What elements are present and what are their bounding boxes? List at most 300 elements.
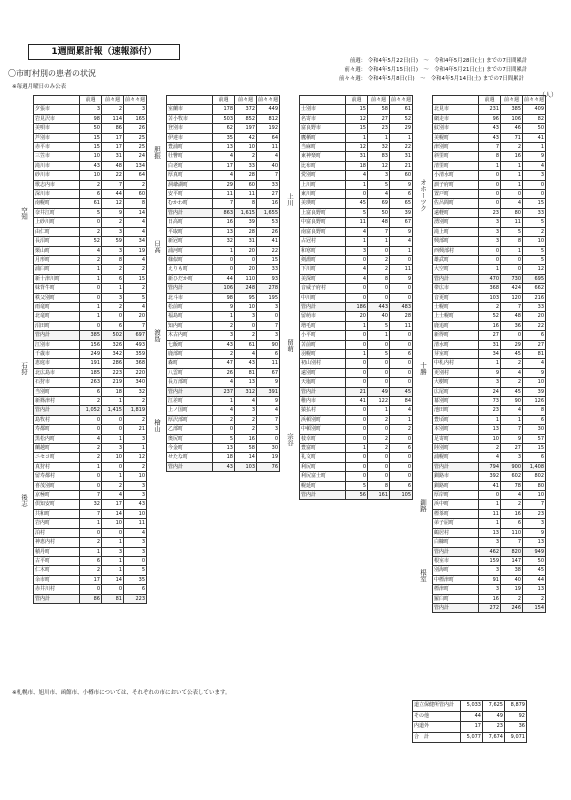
case-count: 0 [479, 171, 501, 180]
table-row [300, 462, 413, 471]
municipality-name: 置戸町 [433, 190, 479, 199]
municipality-name: 奈井江町 [34, 208, 80, 217]
case-count: 106 [501, 114, 523, 123]
table-row [34, 462, 147, 471]
municipality-name: 泊村 [34, 528, 80, 537]
subtotal-count: 86 [80, 594, 102, 603]
municipality-name: 積丹町 [34, 547, 80, 556]
subtotal-count: 237 [213, 387, 235, 396]
case-count: 26 [124, 124, 147, 133]
case-count: 3 [346, 246, 368, 255]
municipality-name: 浜中町 [433, 500, 479, 509]
case-count: 2 [501, 500, 523, 509]
municipality-name: 当麻町 [300, 143, 346, 152]
municipality-name: 南富良野町 [300, 227, 346, 236]
case-count: 43 [80, 161, 102, 170]
subtotal-label: 管内計 [34, 594, 80, 603]
case-count: 503 [213, 114, 235, 123]
subtotal-count: 21 [346, 387, 368, 396]
case-count: 64 [124, 171, 147, 180]
subtotal-count: 1,415 [102, 406, 124, 415]
municipality-name: 大空町 [433, 265, 479, 274]
table-row [433, 387, 546, 396]
case-count: 48 [102, 161, 124, 170]
case-count: 9 [501, 434, 523, 443]
table-row [300, 481, 413, 490]
table-row [300, 415, 413, 424]
table-row [300, 378, 413, 387]
case-count: 43 [213, 340, 235, 349]
municipality-name: 遠別町 [300, 368, 346, 377]
case-count: 223 [102, 368, 124, 377]
case-count: 11 [124, 519, 147, 528]
case-count: 219 [102, 378, 124, 387]
municipality-name: 帯広市 [433, 284, 479, 293]
table-row [34, 415, 147, 424]
table-row [300, 190, 413, 199]
table-row [167, 218, 280, 227]
case-count: 1 [102, 556, 124, 565]
case-count: 12 [346, 143, 368, 152]
case-count: 10 [80, 152, 102, 161]
table-row [433, 519, 546, 528]
table-row [167, 246, 280, 255]
region-label: 日高 [153, 240, 161, 254]
case-count: 0 [80, 218, 102, 227]
case-count: 4 [346, 227, 368, 236]
unit-label: （人） [539, 92, 558, 99]
case-count: 4 [501, 491, 523, 500]
case-count: 80 [523, 481, 546, 490]
case-count: 5 [346, 481, 368, 490]
table-row [34, 293, 147, 302]
case-count: 385 [501, 105, 523, 114]
table-row [300, 312, 413, 321]
table-row [433, 190, 546, 199]
municipality-name: 奥尻町 [167, 434, 213, 443]
case-count: 0 [102, 312, 124, 321]
municipality-name: 当別町 [34, 387, 80, 396]
table-row [34, 491, 147, 500]
table-row [167, 152, 280, 161]
table-row [433, 566, 546, 575]
municipality-name: 上砂川町 [34, 218, 80, 227]
table-row [433, 406, 546, 415]
table-row [34, 208, 147, 217]
subtotal-count: 470 [479, 274, 501, 283]
case-count: 3 [102, 547, 124, 556]
case-count: 1 [501, 171, 523, 180]
table-row [300, 143, 413, 152]
subtotal-count: 106 [213, 284, 235, 293]
case-count: 26 [213, 368, 235, 377]
subtotal-count: 154 [523, 603, 546, 612]
summary-count: 92 [505, 711, 527, 722]
summary-row [413, 701, 527, 712]
subtotal-label: 管内計 [167, 387, 213, 396]
municipality-name: 幌延町 [300, 481, 346, 490]
municipality-name: 鷹栖町 [300, 133, 346, 142]
case-count: 16 [479, 594, 501, 603]
region-label: 渡島 [153, 329, 161, 343]
municipality-name: 釧路市 [433, 472, 479, 481]
table-row [433, 538, 546, 547]
municipality-name: 厚岸町 [433, 491, 479, 500]
case-count: 35 [213, 133, 235, 142]
case-count: 9 [390, 180, 413, 189]
case-count: 1 [390, 246, 413, 255]
section-subtitle: 〇市町村別の患者の状況 [8, 69, 96, 78]
summary-row [413, 722, 527, 733]
case-count: 61 [390, 105, 413, 114]
case-count: 6 [390, 444, 413, 453]
subtotal-count: 483 [390, 302, 413, 311]
table-row [300, 227, 413, 236]
case-count: 0 [523, 190, 546, 199]
case-count: 60 [390, 171, 413, 180]
subtotal-row [433, 274, 546, 283]
case-count: 30 [523, 425, 546, 434]
subtotal-label: 管内計 [34, 406, 80, 415]
case-count: 0 [346, 255, 368, 264]
table-row [433, 331, 546, 340]
table-row [167, 378, 280, 387]
table-row [34, 237, 147, 246]
case-count: 28 [235, 227, 257, 236]
case-count: 11 [501, 218, 523, 227]
column-header: 前々週 [102, 96, 124, 105]
municipality-name: 栗山町 [34, 246, 80, 255]
case-count: 9 [523, 152, 546, 161]
case-count: 73 [479, 397, 501, 406]
subtotal-count: 1,615 [235, 208, 257, 217]
table-row [300, 368, 413, 377]
summary-label: 道立保健所管内計 [413, 701, 461, 712]
case-count: 2 [102, 302, 124, 311]
case-count: 3 [479, 566, 501, 575]
case-count: 52 [80, 237, 102, 246]
municipality-name: 下川町 [300, 265, 346, 274]
table-row [433, 349, 546, 358]
subtotal-count: 76 [257, 462, 280, 471]
case-count: 41 [346, 397, 368, 406]
subtotal-count: 695 [523, 274, 546, 283]
case-count: 80 [501, 208, 523, 217]
header-blank [167, 96, 213, 105]
table-row [300, 425, 413, 434]
region-label: 上川 [286, 193, 294, 207]
case-count: 46 [501, 124, 523, 133]
case-count: 45 [501, 349, 523, 358]
table-row [167, 161, 280, 170]
table-row [433, 491, 546, 500]
case-count: 2 [124, 265, 147, 274]
case-count: 31 [235, 237, 257, 246]
municipality-name: 倶知安町 [34, 500, 80, 509]
case-count: 16 [235, 434, 257, 443]
table-row [34, 359, 147, 368]
case-count: 0 [102, 528, 124, 537]
case-count: 263 [80, 378, 102, 387]
case-count: 45 [346, 199, 368, 208]
case-count: 65 [390, 199, 413, 208]
case-count: 8 [235, 199, 257, 208]
municipality-name: 千歳市 [34, 349, 80, 358]
case-count: 22 [390, 143, 413, 152]
table-row [167, 321, 280, 330]
case-count: 8 [124, 199, 147, 208]
table-row [34, 124, 147, 133]
case-count: 0 [80, 293, 102, 302]
municipality-name: 浦臼町 [34, 265, 80, 274]
case-count: 409 [523, 105, 546, 114]
case-count: 4 [235, 397, 257, 406]
period-text: 令和4年5月22日(日) ～ 令和4年5月28日(土) までの7日間累計 [367, 58, 528, 64]
case-count: 1 [501, 180, 523, 189]
table-row [34, 152, 147, 161]
table-row [433, 359, 546, 368]
case-count: 3 [102, 293, 124, 302]
table-row [433, 312, 546, 321]
case-count: 32 [368, 143, 390, 152]
case-count: 392 [479, 472, 501, 481]
table-row [433, 227, 546, 236]
case-count: 602 [501, 472, 523, 481]
case-count: 52 [479, 312, 501, 321]
case-count: 95 [235, 293, 257, 302]
case-count: 43 [479, 133, 501, 142]
table-row [433, 293, 546, 302]
case-count: 0 [346, 406, 368, 415]
case-count: 449 [257, 105, 280, 114]
case-count: 14 [235, 453, 257, 462]
municipality-name: 浜頓別町 [300, 415, 346, 424]
municipality-name: 森町 [167, 359, 213, 368]
summary-count: 23 [483, 722, 505, 733]
municipality-name: 中標津町 [433, 575, 479, 584]
municipality-name: 豊富町 [300, 444, 346, 453]
municipality-name: 月形町 [34, 255, 80, 264]
municipality-name: 羅臼町 [433, 594, 479, 603]
table-row [433, 321, 546, 330]
case-count: 67 [257, 368, 280, 377]
case-count: 2 [235, 152, 257, 161]
municipality-name: 厚沢部町 [167, 415, 213, 424]
case-count: 0 [390, 284, 413, 293]
case-count: 11 [257, 143, 280, 152]
case-count: 1 [346, 133, 368, 142]
case-count: 7 [479, 143, 501, 152]
table-row [433, 218, 546, 227]
municipality-name: 豊頃町 [433, 415, 479, 424]
case-count: 4 [390, 406, 413, 415]
table-row [167, 124, 280, 133]
case-count: 6 [390, 481, 413, 490]
table-row [34, 547, 147, 556]
case-count: 5 [523, 218, 546, 227]
table-row [167, 227, 280, 236]
case-count: 2 [80, 227, 102, 236]
table-row [300, 397, 413, 406]
case-count: 4 [501, 199, 523, 208]
case-count: 8 [479, 152, 501, 161]
case-count: 0 [501, 255, 523, 264]
case-count: 2 [479, 302, 501, 311]
case-count: 1 [124, 444, 147, 453]
municipality-name: 砂川市 [34, 171, 80, 180]
case-count: 0 [368, 378, 390, 387]
region-label: 留萌 [286, 338, 294, 352]
municipality-name: 豊浦町 [167, 143, 213, 152]
municipality-name: 中川町 [300, 293, 346, 302]
case-count: 9 [257, 378, 280, 387]
municipality-name: 黒松内町 [34, 434, 80, 443]
case-count: 13 [235, 378, 257, 387]
case-count: 0 [102, 462, 124, 471]
case-count: 22 [257, 246, 280, 255]
case-count: 29 [213, 180, 235, 189]
summary-count: 5,077 [461, 732, 483, 743]
table-row [300, 133, 413, 142]
case-count: 23 [368, 124, 390, 133]
table-row [433, 425, 546, 434]
region-label: 十勝 [419, 362, 427, 376]
subtotal-row [433, 547, 546, 556]
case-count: 3 [80, 105, 102, 114]
case-count: 0 [390, 340, 413, 349]
table-row [300, 293, 413, 302]
case-count: 53 [257, 218, 280, 227]
case-count: 50 [80, 124, 102, 133]
case-count: 10 [235, 143, 257, 152]
municipality-name: 木古内町 [167, 331, 213, 340]
case-count: 802 [523, 472, 546, 481]
municipality-name: 湧別町 [433, 218, 479, 227]
municipality-name: 京極町 [34, 491, 80, 500]
table-row [300, 444, 413, 453]
case-count: 16 [213, 218, 235, 227]
case-count: 0 [346, 284, 368, 293]
case-count: 57 [523, 434, 546, 443]
case-count: 13 [479, 425, 501, 434]
municipality-name: 別海町 [433, 566, 479, 575]
table-row [34, 481, 147, 490]
table-row [34, 378, 147, 387]
municipality-name: 占冠村 [300, 237, 346, 246]
case-count: 15 [124, 274, 147, 283]
case-count: 2 [124, 462, 147, 471]
case-count: 31 [346, 152, 368, 161]
case-count: 4 [479, 453, 501, 462]
case-count: 11 [235, 190, 257, 199]
case-count: 83 [368, 152, 390, 161]
case-count: 3 [124, 538, 147, 547]
summary-count: 44 [461, 711, 483, 722]
case-count: 12 [346, 114, 368, 123]
case-count: 6 [124, 585, 147, 594]
subtotal-count: 49 [368, 387, 390, 396]
table-row [433, 246, 546, 255]
subtotal-count: 1,408 [523, 462, 546, 471]
case-count: 0 [213, 425, 235, 434]
municipality-name: 秩父別町 [34, 293, 80, 302]
municipality-name: 深川市 [34, 190, 80, 199]
case-count: 9 [523, 528, 546, 537]
case-count: 41 [523, 133, 546, 142]
municipality-name: 美瑛町 [300, 199, 346, 208]
case-count: 662 [523, 284, 546, 293]
case-count: 3 [257, 302, 280, 311]
case-count: 4 [124, 218, 147, 227]
case-count: 852 [235, 114, 257, 123]
subtotal-count: 1,819 [124, 406, 147, 415]
case-count: 4 [124, 528, 147, 537]
case-count: 3 [479, 538, 501, 547]
subtotal-count: 56 [346, 491, 368, 500]
municipality-name: 愛別町 [300, 171, 346, 180]
case-count: 2 [80, 566, 102, 575]
municipality-name: 仁木町 [34, 566, 80, 575]
case-count: 0 [390, 331, 413, 340]
case-count: 1 [501, 161, 523, 170]
case-count: 0 [501, 331, 523, 340]
case-count: 7 [80, 491, 102, 500]
case-count: 0 [501, 265, 523, 274]
case-count: 84 [390, 397, 413, 406]
header-row [300, 96, 413, 105]
table-row [167, 368, 280, 377]
period-label: 前々週： [344, 67, 366, 73]
municipality-name: 岩内町 [34, 519, 80, 528]
case-count: 23 [479, 208, 501, 217]
column-header: 前週 [80, 96, 102, 105]
municipality-name: 福島町 [167, 312, 213, 321]
case-count: 3 [124, 105, 147, 114]
case-count: 18 [213, 453, 235, 462]
case-count: 6 [257, 349, 280, 358]
case-count: 27 [479, 331, 501, 340]
case-count: 18 [346, 161, 368, 170]
case-count: 493 [124, 340, 147, 349]
case-count: 0 [346, 340, 368, 349]
case-count: 7 [102, 180, 124, 189]
case-count: 15 [523, 444, 546, 453]
municipality-name: 苫前町 [300, 340, 346, 349]
case-count: 40 [501, 575, 523, 584]
case-count: 33 [257, 180, 280, 189]
municipality-name: 訓子府町 [433, 180, 479, 189]
case-count: 110 [235, 274, 257, 283]
case-count: 2 [523, 227, 546, 236]
table-row [433, 378, 546, 387]
subtotal-row [34, 406, 147, 415]
table-row [300, 406, 413, 415]
case-count: 2 [80, 453, 102, 462]
case-count: 18 [102, 387, 124, 396]
subtotal-count: 81 [102, 594, 124, 603]
municipality-name: 上富良野町 [300, 208, 346, 217]
case-count: 0 [368, 340, 390, 349]
case-count: 10 [479, 434, 501, 443]
case-count: 4 [124, 302, 147, 311]
case-count: 1 [102, 397, 124, 406]
case-count: 34 [124, 237, 147, 246]
table-row [167, 302, 280, 311]
period-line-1 [326, 56, 527, 64]
subtotal-count: 697 [124, 331, 147, 340]
case-count: 24 [124, 152, 147, 161]
case-count: 368 [479, 284, 501, 293]
